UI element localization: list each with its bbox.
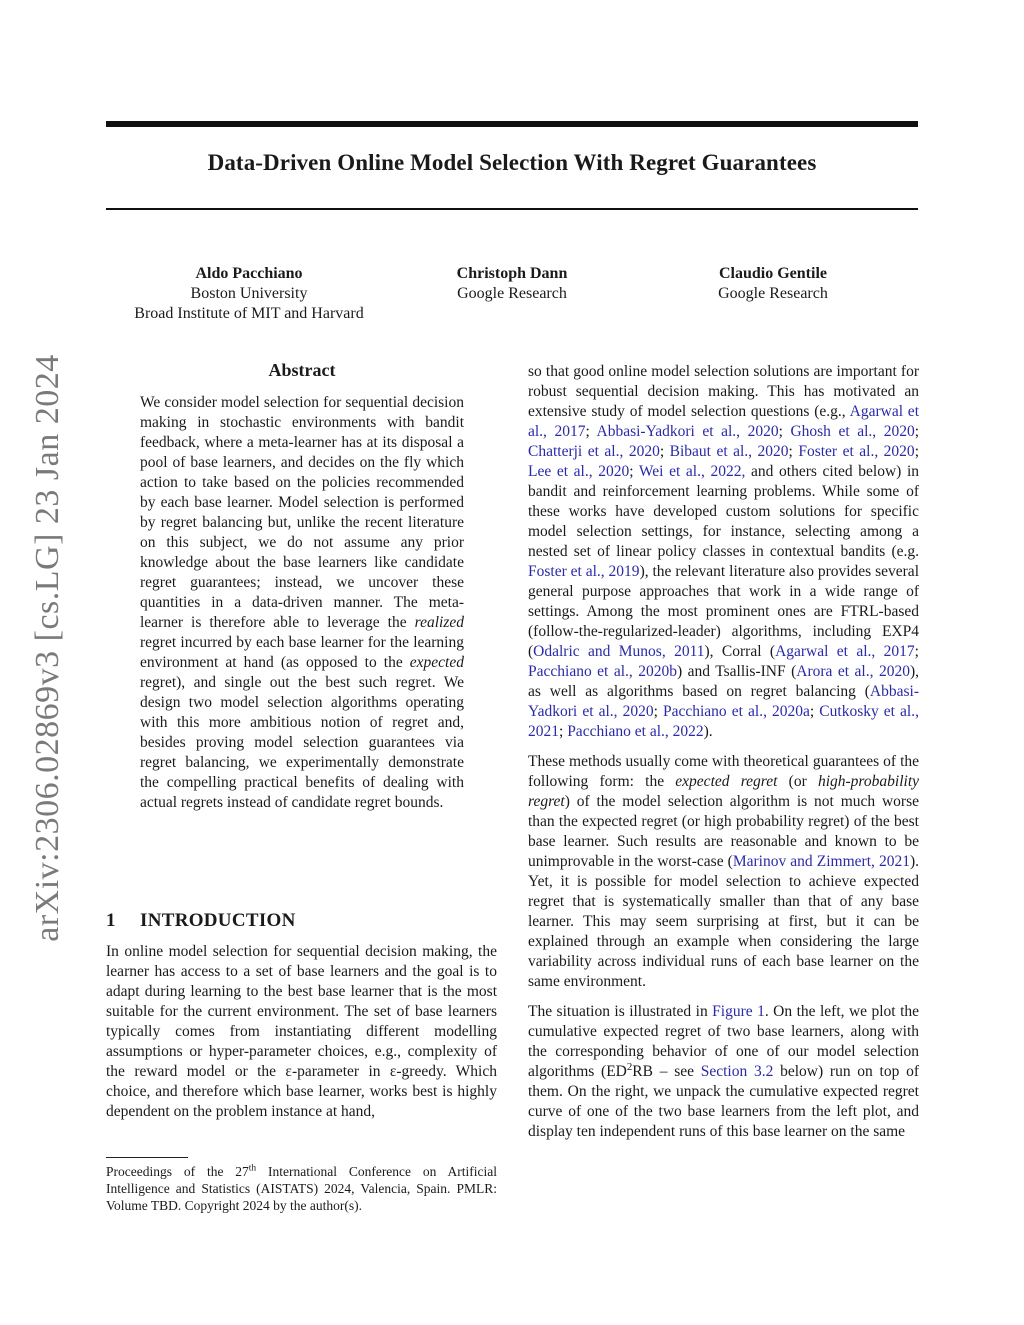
citation-link[interactable]: Wei et al., 2022, — [638, 463, 746, 480]
emphasis: expected — [409, 654, 464, 671]
text-run: regret), and single out the best such regret. We design two model selection algorithms operating with this more ambitious notion of regret and, besides proving model selection guarantees via regret balancing, we experimentally demonstrate the compelling practical benefits of dealing with actual regrets instead of candidate regret bounds. — [140, 674, 464, 811]
emphasis: high-probability regret — [528, 773, 919, 810]
citation-link[interactable]: Abbasi-Yadkori et al., 2020 — [596, 423, 779, 440]
citation-link[interactable]: Pacchiano et al., 2022 — [567, 723, 704, 740]
footnote-rule — [106, 1157, 188, 1158]
text-run: ). Yet, it is possible for model selection to achieve expected regret that is systematically smaller than that of any base learner. This may seem surprising at first, but it can be explained through an example when considering the large variability across individual runs of each base learner on the same environment. — [528, 853, 919, 990]
text-run: We consider model selection for sequential decision making in stochastic environments with bandit feedback, where a meta-learner has at its disposal a pool of base learners, and decides on the fly which action to take based on the policies recommended by each base learner. Model selection is performed by regret balancing but, unlike the recent literature on this subject, we do not assume any prior knowledge about the base learners like candidate regret guarantees; instead, we uncover these quantities in a data-driven manner. The meta-learner is therefore able to leverage the — [140, 394, 464, 631]
author-affiliation: Google Research — [718, 285, 828, 302]
author-block-3 — [673, 264, 873, 304]
intro-paragraph — [528, 362, 919, 742]
author-block-2 — [412, 264, 612, 304]
section-title: INTRODUCTION — [140, 910, 296, 931]
separator: ; — [559, 723, 568, 740]
text-run: regret incurred by each base learner for the learning environment at hand (as opposed to the — [140, 634, 464, 671]
title-rule-top — [106, 121, 918, 127]
author-affiliation: Google Research — [457, 285, 567, 302]
abstract-paragraph — [140, 393, 464, 813]
text-run: so that good online model selection solutions are important for robust sequential decision making. This has motivated an extensive study of model selection questions (e.g., — [528, 363, 919, 420]
citation-link[interactable]: Lee et al., 2020 — [528, 463, 630, 480]
text-run: ) and Tsallis-INF ( — [677, 663, 797, 680]
abstract-heading: Abstract — [268, 360, 336, 380]
text-run: ) of the model selection algorithm is not much worse than the expected regret (or high probability regret) of the best base learner. Such results are reasonable and known to be unimprovable in the worst-case ( — [528, 793, 919, 870]
arxiv-stamp: arXiv:2306.02869v3 [cs.LG] 23 Jan 2024 — [29, 354, 66, 942]
author-name: Aldo Pacchiano — [195, 265, 303, 282]
figure-link[interactable]: Figure 1 — [712, 1003, 765, 1020]
title-rule-bottom — [106, 208, 918, 210]
author-block-1 — [106, 264, 392, 324]
text-run: International Conference on Artificial Intelligence and Statistics (AISTATS) 2024, Valencia, Spain. PMLR: Volume TBD. Copyright 2024 by the author(s). — [106, 1164, 497, 1213]
citation-link[interactable]: Marinov and Zimmert, 2021 — [732, 853, 910, 870]
text-run: ), Corral ( — [704, 643, 776, 660]
paper-title: Data-Driven Online Model Selection With Regret Guarantees — [207, 150, 817, 175]
text-run: (or — [777, 773, 818, 790]
text-run: below) run on top of them. On the right, we unpack the cumulative expected regret curve of one of the two base learners from the left plot, and display ten independent runs of this base learner on the same — [528, 1063, 920, 1140]
text-run: ). — [703, 723, 713, 740]
separator: ; — [653, 703, 663, 720]
left-column — [106, 942, 497, 1132]
footnote — [106, 1163, 497, 1214]
separator: ; — [585, 423, 597, 440]
emphasis: expected regret — [675, 773, 778, 790]
superscript: 2 — [626, 1060, 633, 1073]
section-number: 1 — [106, 910, 116, 931]
text-run: . On the left, we plot the cumulative expected regret of two base learners, along with the corresponding behavior of one of our model selection algorithms (ED — [528, 1003, 919, 1080]
citation-link[interactable]: Agarwal et al., 2017 — [528, 403, 919, 440]
text-run: Proceedings of the 27 — [106, 1164, 249, 1179]
citation-link[interactable]: Arora et al., 2020 — [796, 663, 910, 680]
citation-link[interactable]: Pacchiano et al., 2020a — [662, 703, 810, 720]
citation-link[interactable]: Foster et al., 2020 — [798, 443, 915, 460]
citation-link[interactable]: Abbasi-Yadkori et al., 2020 — [528, 683, 919, 720]
citation-link[interactable]: Bibaut et al., 2020 — [669, 443, 789, 460]
separator: ; — [778, 423, 791, 440]
citation-link[interactable]: Foster et al., 2019 — [528, 563, 640, 580]
author-affiliation-2: Broad Institute of MIT and Harvard — [134, 305, 364, 322]
intro-paragraph: In online model selection for sequential decision making, the learner has access to a set of base learners and the goal is to adapt during learning to the best base learner that is the most suitable for the current environment. The set of base learners typically comes from instantiating different modelling assumptions or hyper-parameter choices, e.g., complexity of the reward model or the ε-parameter in ε-greedy. Which choice, and therefore which base learner, works best is highly dependent on the problem instance at hand, — [106, 943, 497, 1120]
section-link[interactable]: Section 3.2 — [700, 1063, 774, 1080]
separator: ; — [914, 443, 919, 460]
citation-link[interactable]: Ghosh et al., 2020 — [790, 423, 915, 440]
citation-link[interactable]: Cutkosky et al., 2021 — [528, 703, 919, 740]
intro-paragraph — [528, 752, 919, 992]
separator: ; — [788, 443, 799, 460]
citation-link[interactable]: Pacchiano et al., 2020b — [528, 663, 677, 680]
text-run: RB – see — [632, 1063, 701, 1080]
separator: ; — [914, 423, 920, 440]
author-name: Christoph Dann — [456, 265, 568, 282]
text-run: The situation is illustrated in — [528, 1003, 713, 1020]
citation-link[interactable]: Agarwal et al., 2017 — [775, 643, 915, 660]
separator: ; — [809, 703, 820, 720]
text-run: These methods usually come with theoretical guarantees of the following form: the — [528, 753, 919, 790]
separator: ; — [914, 643, 919, 660]
emphasis: realized — [414, 614, 464, 631]
section-heading — [106, 910, 296, 932]
superscript: th — [248, 1163, 257, 1174]
author-name: Claudio Gentile — [718, 265, 827, 282]
intro-paragraph — [528, 1002, 919, 1142]
abstract-body — [140, 393, 464, 823]
separator: ; — [629, 463, 639, 480]
separator: ; — [659, 443, 670, 460]
citation-link[interactable]: Odalric and Munos, 2011 — [533, 643, 705, 660]
citation-link[interactable]: Chatterji et al., 2020 — [528, 443, 660, 460]
right-column — [528, 362, 919, 1152]
author-affiliation: Boston University — [190, 285, 308, 302]
text-run: and others cited below) in bandit and reinforcement learning problems. While some of these works have developed custom solutions for specific model selection settings, for instance, selecting among a nested set of linear policy classes in contextual bandits (e.g. — [528, 463, 919, 560]
text-run: ), the relevant literature also provides several general purpose approaches that work in a wide range of settings. Among the most prominent ones are FTRL-based (follow-the-regularized-leader) algorithms, including EXP4 ( — [528, 563, 919, 660]
text-run: ), as well as algorithms based on regret balancing ( — [528, 663, 919, 700]
